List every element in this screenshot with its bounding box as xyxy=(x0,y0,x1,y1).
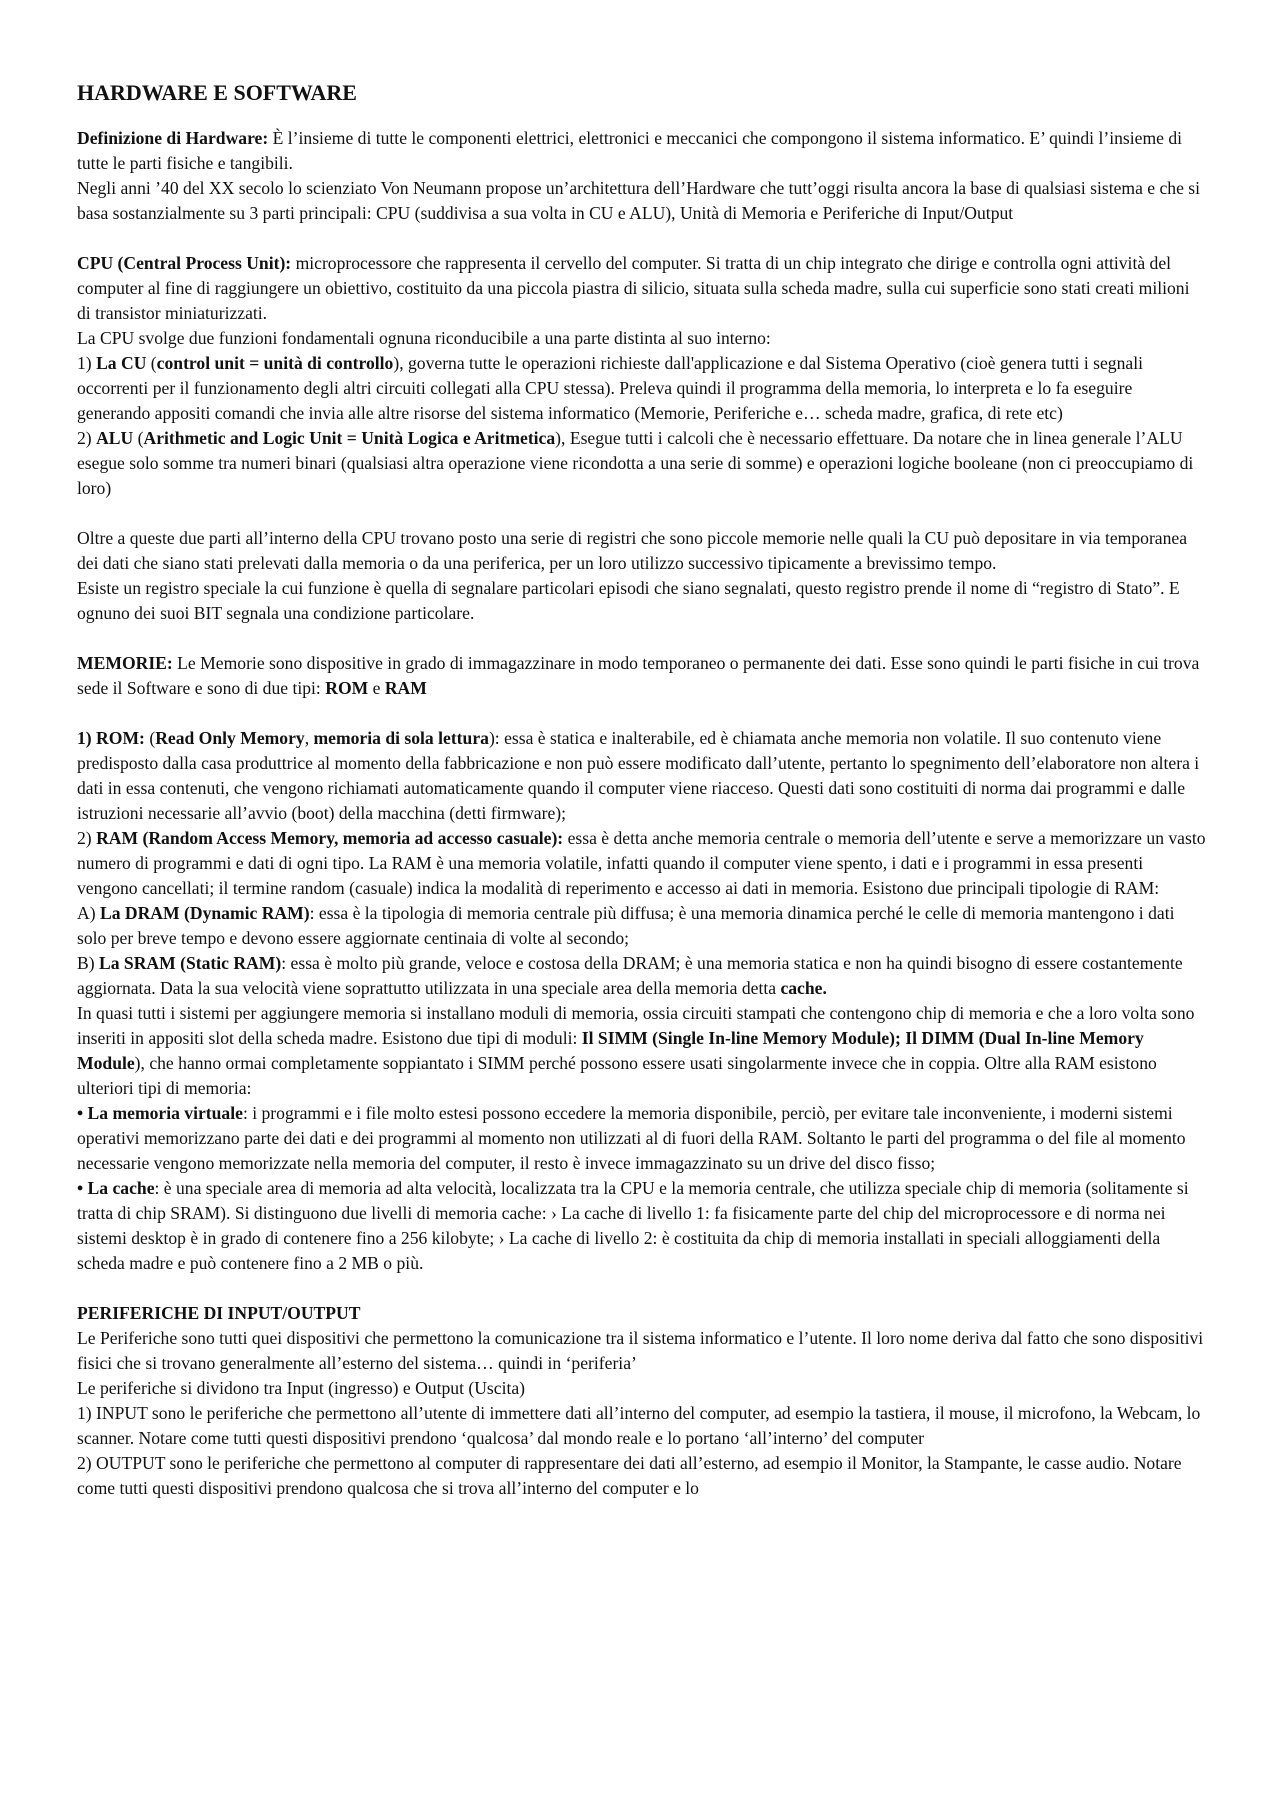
ram-text: essa è detta anche memoria centrale o memoria dell’utente e serve a memorizzare un vasto numero di programmi e dati di ogni tipo. La RAM è una memoria volatile, infatti quando il computer viene spento, i dati e i programmi in essa presenti vengono cancellati; il termine random (casuale) indica la modalità di reperimento e accesso ai dati in memoria. Esistono due principali tipologie di RAM: xyxy=(77,828,1206,898)
spacer xyxy=(77,701,1207,726)
spacer xyxy=(77,626,1207,651)
cu-text: ), governa tutte le operazioni richieste dall'applicazione e dal Sistema Operativo (cioè genera tutti i segnali occorrenti per il funzionamento degli altri circuiti collegati alla CPU stessa). Preleva quindi il programma della memoria, lo interpreta e lo fa eseguire generando appositi comandi che invia alle altre risorse del sistema informatico (Memorie, Periferiche e… scheda madre, grafica, di rete etc) xyxy=(77,353,1143,423)
hardware-label: Definizione di Hardware: xyxy=(77,128,269,148)
modules-text: In quasi tutti i sistemi per aggiungere memoria si installano moduli di memoria, ossia circuiti stampati che contengono chip di memoria e che a loro volta sono inseriti in appositi slot della scheda madre. Esistono due tipi di moduli: xyxy=(77,1003,1195,1048)
cu-label: La CU xyxy=(96,353,147,373)
modules-bold: Il SIMM (Single In-line Memory Module); Il DIMM (Dual In-line Memory Module xyxy=(77,1028,1144,1073)
alu-open: ( xyxy=(133,428,144,448)
virtual-memory-item xyxy=(77,1101,1207,1176)
io-split: Le periferiche si dividono tra Input (ingresso) e Output (Uscita) xyxy=(77,1378,526,1398)
hardware-definition xyxy=(77,126,1207,176)
rom-comma: , xyxy=(304,728,314,748)
alu-text: ), Esegue tutti i calcoli che è necessario effettuare. Da notare che in linea generale l’ALU esegue solo somme tra numeri binari (qualsiasi altra operazione viene ricondotta a una serie di somme) e operazioni logiche booleane (non ci preoccupiamo di loro) xyxy=(77,428,1194,498)
alu-label: ALU xyxy=(96,428,134,448)
modules-end: ), che hanno ormai completamente soppiantato i SIMM perché possono essere usati singolarmente invece che in coppia. Oltre alla RAM esistono ulteriori tipi di memoria: xyxy=(77,1053,1157,1098)
virtual-memory-text: : i programmi e i file molto estesi possono eccedere la memoria disponibile, perciò, per evitare tale inconveniente, i moderni sistemi operativi memorizzano parte dei dati e dei programmi al momento non utilizzati al di fuori della RAM. Soltanto le parti del programma o del file al momento necessarie vengono memorizzate nella memoria del computer, il resto è invece immagazzinato su un drive del disco fisso; xyxy=(77,1103,1186,1173)
modules-paragraph xyxy=(77,1001,1207,1101)
ram-word: RAM xyxy=(384,678,427,698)
cu-item xyxy=(77,351,1207,426)
spacer xyxy=(77,501,1207,526)
cpu-def-text: microprocessore che rappresenta il cervello del computer. Si tratta di un chip integrato che dirige e controlla ogni attività del computer al fine di raggiungere un obiettivo, costituito da una piccola piastra di silicio, situata sulla scheda madre, sulla cui superficie sono stati creati milioni di transistor miniaturizzati. xyxy=(77,253,1190,323)
sram-item xyxy=(77,951,1207,1001)
and-word: e xyxy=(368,678,385,698)
spacer xyxy=(77,226,1207,251)
cu-open: ( xyxy=(146,353,157,373)
ram-item xyxy=(77,826,1207,901)
von-neumann-paragraph: Negli anni ’40 del XX secolo lo scienziato Von Neumann propose un’architettura dell’Hardware che tutt’oggi risulta ancora la base di qualsiasi sistema e che si basa sostanzialmente su 3 parti principali: CPU (suddivisa a sua volta in CU e ALU), Unità di Memoria e Periferiche di Input/Output xyxy=(77,178,1201,223)
ram-label: RAM (Random Access Memory, memoria ad accesso casuale): xyxy=(96,828,564,848)
output-item: 2) OUTPUT sono le periferiche che permettono al computer di rappresentare dei dati all’esterno, ad esempio il Monitor, la Stampante, le casse audio. Notare come tutti questi dispositivi prendono qualcosa che si trova all’interno del computer e lo xyxy=(77,1453,1182,1498)
cu-number: 1) xyxy=(77,353,97,373)
memory-definition xyxy=(77,651,1207,701)
document-body xyxy=(77,78,1207,1501)
page-title: HARDWARE E SOFTWARE xyxy=(77,80,357,105)
alu-item xyxy=(77,426,1207,501)
input-item: 1) INPUT sono le periferiche che permettono all’utente di immettere dati all’interno del computer, ad esempio la tastiera, il mouse, il microfono, la Webcam, lo scanner. Notare come tutti questi dispositivi prendono ‘qualcosa’ dal mondo reale e lo portano ‘all’interno’ del computer xyxy=(77,1403,1201,1448)
io-definition: Le Periferiche sono tutti quei dispositivi che permettono la comunicazione tra il sistema informatico e l’utente. Il loro nome deriva dal fatto che sono dispositivi fisici che si trovano generalmente all’esterno del sistema… quindi in ‘periferia’ xyxy=(77,1328,1204,1373)
cache-text: : è una speciale area di memoria ad alta velocità, localizzata tra la CPU e la memoria centrale, che utilizza speciale chip di memoria (solitamente si tratta di chip SRAM). Si distinguono due livelli di memoria cache: › La cache di livello 1: fa fisicamente parte del chip del microprocessore e di norma nei sistemi desktop è in grado di contenere fino a 256 kilobyte; › La cache di livello 2: è costituita da chip di memoria installati in speciali alloggiamenti della scheda madre e può contenere fino a 2 MB o più. xyxy=(77,1178,1189,1273)
memory-label: MEMORIE: xyxy=(77,653,173,673)
hardware-def-text: È l’insieme di tutte le componenti elettrici, elettronici e meccanici che compongono il sistema informatico. E’ quindi l’insieme di tutte le parti fisiche e tangibili. xyxy=(77,128,1183,173)
rom-open: ( xyxy=(144,728,156,748)
sram-prefix: B) xyxy=(77,953,99,973)
dram-label: La DRAM (Dynamic RAM) xyxy=(99,903,310,923)
sram-label: La SRAM (Static RAM) xyxy=(99,953,282,973)
sram-text: : essa è molto più grande, veloce e costosa della DRAM; è una memoria statica e non ha quindi bisogno di essere costantemente aggiornata. Data la sua velocità viene soprattutto utilizzata in una speciale area della memoria detta xyxy=(77,953,1183,998)
dram-item xyxy=(77,901,1207,951)
cu-bold: control unit = unità di controllo xyxy=(156,353,394,373)
rom-bold-2: memoria di sola lettura xyxy=(313,728,489,748)
cpu-functions: La CPU svolge due funzioni fondamentali ognuna riconducibile a una parte distinta al suo interno: xyxy=(77,328,771,348)
virtual-memory-label: • La memoria virtuale xyxy=(77,1103,243,1123)
alu-bold: Arithmetic and Logic Unit = Unità Logica e Aritmetica xyxy=(143,428,556,448)
rom-bold-1: Read Only Memory xyxy=(155,728,305,748)
status-register-paragraph: Esiste un registro speciale la cui funzione è quella di segnalare particolari episodi che siano segnalati, questo registro prende il nome di “registro di Stato”. E ognuno dei suoi BIT segnala una condizione particolare. xyxy=(77,578,1180,623)
memory-def-text: Le Memorie sono dispositive in grado di immagazzinare in modo temporaneo o permanente dei dati. Esse sono quindi le parti fisiche in cui trova sede il Software e sono di due tipi: xyxy=(77,653,1200,698)
rom-word: ROM xyxy=(325,678,369,698)
cache-label: • La cache xyxy=(77,1178,155,1198)
dram-text: : essa è la tipologia di memoria centrale più diffusa; è una memoria dinamica perché le celle di memoria mantengono i dati solo per breve tempo e devono essere aggiornate centinaia di volte al secondo; xyxy=(77,903,1175,948)
registers-paragraph: Oltre a queste due parti all’interno della CPU trovano posto una serie di registri che sono piccole memorie nelle quali la CU può depositare in via temporanea dei dati che siano stati prelevati dalla memoria o da una periferica, per un loro utilizzo successivo tipicamente a brevissimo tempo. xyxy=(77,528,1188,573)
ram-number: 2) xyxy=(77,828,97,848)
cache-item xyxy=(77,1176,1207,1276)
rom-text: ): essa è statica e inalterabile, ed è chiamata anche memoria non volatile. Il suo contenuto viene predisposto dalla casa produttrice al momento della fabbricazione e non può essere modificato dall’utente, pertanto lo spegnimento dell’elaboratore non altera i dati in essa contenuti, che vengono richiamati automaticamente quando il computer viene riacceso. Questi dati sono costituiti di norma dai programmi e dalle istruzioni necessarie all’avvio (boot) della macchina (detti firmware); xyxy=(77,728,1200,823)
alu-number: 2) xyxy=(77,428,97,448)
cpu-label: CPU (Central Process Unit): xyxy=(77,253,292,273)
rom-label: 1) ROM: xyxy=(77,728,145,748)
rom-item xyxy=(77,726,1207,826)
dram-prefix: A) xyxy=(77,903,100,923)
sram-cache-word: cache. xyxy=(780,978,827,998)
io-heading: PERIFERICHE DI INPUT/OUTPUT xyxy=(77,1303,361,1323)
cpu-definition xyxy=(77,251,1207,326)
spacer xyxy=(77,1276,1207,1301)
